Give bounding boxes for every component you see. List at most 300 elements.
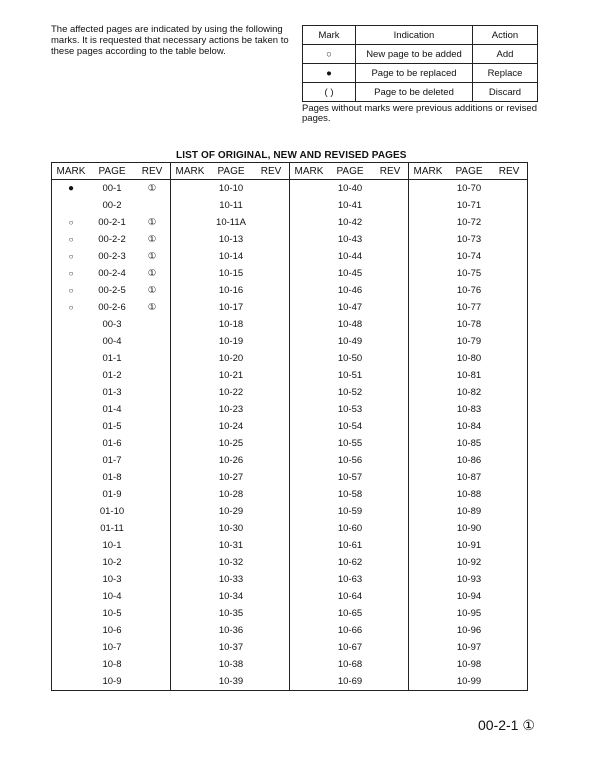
mark-cell [171,197,210,214]
page-cell: 10-18 [218,319,244,330]
rev-cell [372,350,409,367]
page-cell: 10-64 [337,591,363,602]
page-cell: 10-9 [102,676,122,687]
mark-cell [290,571,329,588]
rev-cell [253,231,290,248]
mark-cell [290,605,329,622]
rev-cell [372,639,409,656]
rev-cell [134,486,171,503]
mark-cell [52,622,91,639]
page-cell: 10-37 [218,642,244,653]
column-header-mark: MARK [290,163,329,180]
table-row [52,673,528,691]
table-row [52,231,528,248]
rev-cell [491,231,528,248]
page-cell: 10-66 [337,625,363,636]
rev-cell [134,384,171,401]
page-cell: 10-38 [218,659,244,670]
rev-cell [491,367,528,384]
mark-cell [409,435,448,452]
page-cell: 10-46 [337,285,363,296]
page-cell: 10-80 [456,353,482,364]
column-header-page: PAGE [328,163,372,180]
page-cell: 00-2-6 [98,302,126,313]
page-cell: 01-5 [102,421,122,432]
mark-cell [290,231,329,248]
rev-cell [372,656,409,673]
mark-cell [290,435,329,452]
rev-cell [253,435,290,452]
rev-cell [372,231,409,248]
mark-cell: ○ [68,235,74,244]
mark-cell: ○ [68,269,74,278]
mark-cell [171,673,210,691]
rev-cell [491,214,528,231]
legend-header-row [303,26,538,45]
rev-cell [491,588,528,605]
legend-mark-parentheses: ( ) [303,83,356,102]
legend-action: Discard [473,83,538,102]
rev-cell [134,401,171,418]
legend-indication: Page to be deleted [356,83,473,102]
rev-cell [253,333,290,350]
page-cell: 10-65 [337,608,363,619]
intro-paragraph: The affected pages are indicated by using the following marks. It is requested that necessary actions be taken to these pages according to the table below. [51,24,289,57]
page-cell: 10-54 [337,421,363,432]
page-cell: 10-58 [337,489,363,500]
page-cell: 10-40 [337,183,363,194]
page-cell: 10-97 [456,642,482,653]
rev-cell [491,316,528,333]
mark-cell [52,435,91,452]
mark-cell [409,197,448,214]
mark-cell [171,265,210,282]
rev-cell [372,197,409,214]
rev-cell [372,503,409,520]
page-cell: 01-11 [100,523,124,534]
rev-cell [491,299,528,316]
rev-cell [253,248,290,265]
rev-cell [134,605,171,622]
mark-cell [171,180,210,198]
rev-cell [134,469,171,486]
rev-cell [253,656,290,673]
rev-cell: ① [134,214,171,231]
rev-cell [372,401,409,418]
mark-cell [171,622,210,639]
mark-cell [290,656,329,673]
rev-cell [134,452,171,469]
mark-cell [52,469,91,486]
page-cell: 10-51 [337,370,363,381]
mark-cell [290,367,329,384]
rev-cell [253,299,290,316]
page-cell: 00-2 [102,200,122,211]
mark-cell [409,452,448,469]
page-cell: 10-74 [456,251,482,262]
table-row [52,588,528,605]
page-cell: 10-1 [102,540,122,551]
rev-cell [253,554,290,571]
mark-cell [52,333,91,350]
table-row [52,605,528,622]
page-cell: 10-25 [218,438,244,449]
mark-cell [409,554,448,571]
table-row [52,333,528,350]
table-row [52,316,528,333]
page-cell: 10-98 [456,659,482,670]
mark-cell [290,299,329,316]
page-cell: 10-75 [456,268,482,279]
rev-cell [134,673,171,691]
page-cell: 10-57 [337,472,363,483]
mark-cell [171,367,210,384]
rev-cell [253,384,290,401]
mark-cell [171,418,210,435]
rev-cell: ① [134,265,171,282]
mark-cell [171,214,210,231]
rev-cell [134,316,171,333]
page-cell: 10-41 [337,200,363,211]
mark-cell [171,299,210,316]
page-cell: 10-45 [337,268,363,279]
page-cell: 10-43 [337,234,363,245]
mark-cell: ○ [68,218,74,227]
page-cell: 10-48 [337,319,363,330]
page-cell: 10-78 [456,319,482,330]
mark-cell [409,299,448,316]
page-cell: 01-10 [99,506,125,517]
rev-cell [372,282,409,299]
rev-cell [372,316,409,333]
page-cell: 10-30 [218,523,244,534]
rev-cell [253,537,290,554]
page-cell: 10-85 [456,438,482,449]
mark-cell [409,520,448,537]
page-cell: 10-13 [218,234,244,245]
table-row [52,469,528,486]
rev-cell [253,503,290,520]
mark-cell [290,350,329,367]
mark-cell [409,384,448,401]
rev-cell [253,452,290,469]
mark-cell [52,554,91,571]
rev-cell [491,656,528,673]
page-cell: 10-10 [218,183,244,194]
rev-cell [491,639,528,656]
page-cell: 10-84 [456,421,482,432]
page-cell: 10-70 [456,183,482,194]
pages-header-row [52,163,528,180]
mark-cell [290,384,329,401]
rev-cell [134,571,171,588]
page-cell: 10-4 [102,591,122,602]
legend-note: Pages without marks were previous additions or revised pages. [302,103,537,124]
rev-cell [372,486,409,503]
mark-cell [290,503,329,520]
mark-cell [409,367,448,384]
rev-cell [253,418,290,435]
page-cell: 00-2-5 [98,285,126,296]
rev-cell [372,554,409,571]
page-cell: 10-92 [456,557,482,568]
rev-cell [372,333,409,350]
page-cell: 10-36 [218,625,244,636]
mark-cell [409,265,448,282]
table-row [52,571,528,588]
page-cell: 10-47 [337,302,363,313]
rev-cell [134,197,171,214]
rev-cell [134,367,171,384]
page-cell: 10-31 [218,540,244,551]
page-cell: 10-72 [456,217,482,228]
rev-cell [253,486,290,503]
page-cell: 10-49 [337,336,363,347]
mark-cell [171,537,210,554]
page-cell: 10-44 [337,251,363,262]
mark-cell [52,639,91,656]
rev-cell [134,350,171,367]
mark-cell: ● [67,183,75,194]
rev-cell [372,418,409,435]
page-cell: 10-62 [337,557,363,568]
mark-cell [409,248,448,265]
mark-cell [290,282,329,299]
mark-cell [409,605,448,622]
page-cell: 10-88 [456,489,482,500]
mark-cell [409,486,448,503]
rev-cell: ① [134,299,171,316]
mark-cell: ○ [68,252,74,261]
page-cell: 10-77 [456,302,482,313]
mark-cell [171,520,210,537]
mark-cell [290,588,329,605]
rev-cell [491,486,528,503]
page-cell: 10-59 [337,506,363,517]
rev-cell [372,571,409,588]
rev-cell [491,401,528,418]
page-cell: 01-8 [102,472,122,483]
mark-cell [290,265,329,282]
column-header-mark: MARK [52,163,91,180]
page-cell: 01-9 [102,489,122,500]
column-header-page: PAGE [447,163,491,180]
rev-cell [491,282,528,299]
rev-cell [253,214,290,231]
legend-table [302,25,538,102]
table-row [52,520,528,537]
rev-cell [134,588,171,605]
rev-cell [491,265,528,282]
page-cell: 10-76 [456,285,482,296]
page-cell: 10-5 [102,608,122,619]
rev-cell [253,282,290,299]
rev-cell [253,588,290,605]
page-cell: 10-20 [218,353,244,364]
mark-cell [290,639,329,656]
rev-cell [134,520,171,537]
mark-cell [290,248,329,265]
page-cell: 10-83 [456,404,482,415]
rev-cell [372,673,409,691]
mark-cell [290,214,329,231]
page-cell: 01-2 [102,370,122,381]
page-cell: 01-7 [102,455,122,466]
rev-cell [372,299,409,316]
mark-cell [52,673,91,691]
mark-cell [171,656,210,673]
rev-cell [491,333,528,350]
page-cell: 10-19 [218,336,244,347]
page-cell: 10-21 [218,370,244,381]
mark-cell [171,503,210,520]
page-cell: 10-94 [456,591,482,602]
page-cell: 10-24 [218,421,244,432]
mark-cell [171,554,210,571]
rev-cell [134,435,171,452]
mark-cell [409,180,448,198]
rev-cell [491,520,528,537]
mark-cell [171,588,210,605]
mark-cell [290,537,329,554]
mark-cell [409,656,448,673]
rev-cell [372,214,409,231]
mark-cell [290,197,329,214]
mark-cell [52,571,91,588]
page-cell: 10-35 [218,608,244,619]
page-cell: 10-63 [337,574,363,585]
mark-cell [409,316,448,333]
mark-cell [171,231,210,248]
table-row [52,248,528,265]
legend-row-replace [303,64,538,83]
page-cell: 10-11 [219,200,243,211]
mark-cell [52,537,91,554]
page-cell: 10-96 [456,625,482,636]
page-cell: 10-52 [337,387,363,398]
rev-cell [491,197,528,214]
mark-cell [290,469,329,486]
page-cell: 01-1 [102,353,122,364]
page-cell: 00-3 [102,319,122,330]
table-row [52,384,528,401]
page-cell: 10-27 [218,472,244,483]
table-row [52,622,528,639]
rev-cell [491,469,528,486]
mark-cell [52,316,91,333]
rev-cell [491,537,528,554]
page-cell: 10-17 [218,302,244,313]
page-cell: 10-82 [456,387,482,398]
page-cell: 00-4 [102,336,122,347]
mark-cell [171,571,210,588]
table-row [52,299,528,316]
legend-indication: Page to be replaced [356,64,473,83]
legend-header-indication: Indication [356,26,473,45]
mark-cell [290,452,329,469]
rev-cell [372,622,409,639]
mark-cell [409,350,448,367]
rev-cell [372,248,409,265]
table-row [52,418,528,435]
page-cell: 10-11A [216,217,246,228]
legend-action: Replace [473,64,538,83]
rev-cell [134,503,171,520]
page-cell: 00-2-2 [98,234,126,245]
rev-cell [372,469,409,486]
rev-cell [372,265,409,282]
mark-cell [171,401,210,418]
rev-cell [372,384,409,401]
mark-cell [171,282,210,299]
mark-cell [171,486,210,503]
table-row [52,180,528,198]
mark-cell [409,469,448,486]
page-cell: 10-7 [102,642,122,653]
mark-cell [409,503,448,520]
rev-cell [491,435,528,452]
mark-cell [409,537,448,554]
legend-row-add [303,45,538,64]
page-cell: 10-34 [218,591,244,602]
page-cell: 10-28 [218,489,244,500]
mark-cell [290,520,329,537]
table-row [52,401,528,418]
rev-cell [253,180,290,198]
mark-cell [52,503,91,520]
rev-cell [491,180,528,198]
page-cell: 10-79 [456,336,482,347]
page-cell: 10-29 [218,506,244,517]
page-cell: 01-6 [102,438,122,449]
mark-cell [171,248,210,265]
column-header-mark: MARK [171,163,210,180]
table-row [52,639,528,656]
rev-cell [253,469,290,486]
mark-cell [52,656,91,673]
page-cell: 10-71 [456,200,482,211]
legend-header-mark: Mark [303,26,356,45]
rev-cell: ① [134,231,171,248]
page-cell: 01-3 [102,387,122,398]
table-row [52,554,528,571]
page-cell: 10-33 [218,574,244,585]
mark-cell [52,605,91,622]
mark-cell [171,639,210,656]
page-cell: 10-67 [337,642,363,653]
page-cell: 10-68 [337,659,363,670]
rev-cell: ① [134,180,171,198]
rev-cell: ① [134,282,171,299]
mark-cell [171,316,210,333]
rev-cell [372,520,409,537]
rev-cell [134,554,171,571]
rev-cell: ① [134,248,171,265]
mark-cell [52,452,91,469]
rev-cell [491,452,528,469]
mark-cell [290,418,329,435]
mark-cell [290,673,329,691]
table-row [52,537,528,554]
page-cell: 10-95 [456,608,482,619]
rev-cell [134,622,171,639]
table-row [52,350,528,367]
mark-cell [409,282,448,299]
mark-cell [290,180,329,198]
rev-cell [134,418,171,435]
table-row [52,486,528,503]
legend-mark-open-circle: ○ [303,45,356,64]
